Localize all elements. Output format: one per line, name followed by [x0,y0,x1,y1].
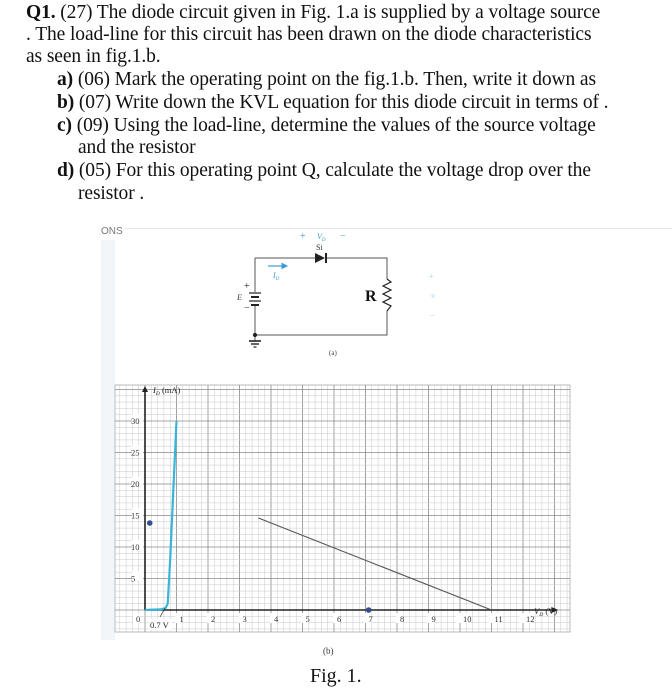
svg-text:5: 5 [305,614,310,624]
vr-plus: + [429,272,434,281]
source-label: E [237,293,242,302]
svg-text:10: 10 [131,542,140,552]
circuit-caption: (a) [329,349,337,357]
question-intro-1: The diode circuit given in Fig. 1.a is supplied by a voltage source [92,2,601,23]
part-b-text: (07) Write down the KVL equation for this diode circuit in terms of . [74,92,609,113]
part-d-text: (05) For this operating point Q, calculate the voltage drop over the [74,160,591,181]
svg-text:20: 20 [131,479,140,489]
svg-text:3: 3 [242,614,247,624]
vd-minus: − [340,231,346,242]
question-number: Q1. [26,2,56,23]
svg-text:30: 30 [131,416,140,426]
svg-text:11: 11 [494,614,503,624]
y-axis-label: $I_D$ (mA) [153,385,181,397]
part-c-label: c) [57,115,72,136]
vr-label: 'R [430,294,436,300]
svg-text:0: 0 [136,614,141,624]
vd-plus: + [300,231,306,242]
svg-text:12: 12 [526,614,535,624]
source-minus: − [244,303,250,314]
vr-minus: − [430,311,435,320]
svg-text:10: 10 [463,614,472,624]
current-label: $I_D$ [273,271,280,282]
diode-type-label: Si [316,243,323,252]
svg-text:5: 5 [131,573,136,584]
chart-grid [115,385,570,632]
question-intro-3: as seen in fig.1.b. [26,46,161,67]
part-d-label: d) [57,160,75,181]
svg-text:15: 15 [131,510,140,521]
part-c-text: (09) Using the load-line, determine the values of the source voltage [71,115,596,136]
svg-text:4: 4 [274,614,279,624]
svg-text:6: 6 [337,614,342,624]
svg-text:8: 8 [400,614,405,624]
figure-caption: Fig. 1. [310,665,362,687]
chart-caption: (b) [323,646,334,656]
svg-text:0.7 V: 0.7 V [150,620,169,630]
svg-text:7: 7 [368,614,373,624]
vd-label: $V_D$ [317,232,326,243]
header-fragment: ONS [101,226,123,237]
source-plus: + [244,281,250,292]
resistor-label: R [365,288,377,305]
svg-text:2: 2 [211,614,216,624]
part-d-continuation: resistor . [78,183,145,204]
svg-text:1: 1 [179,614,184,624]
svg-text:25: 25 [131,447,140,458]
part-a-text: (06) Mark the operating point on the fig.1.b. Then, write it down as [73,69,596,90]
question-marks: (27) [60,2,93,23]
part-c-continuation: and the resistor [78,137,196,158]
part-b-label: b) [57,92,75,113]
question-intro-2: . The load-line for this circuit has been drawn on the diode characteristics [26,24,592,45]
part-a-label: a) [57,69,74,90]
x-axis-label: $V_D$ (V) [534,606,558,618]
svg-text:9: 9 [431,614,436,624]
